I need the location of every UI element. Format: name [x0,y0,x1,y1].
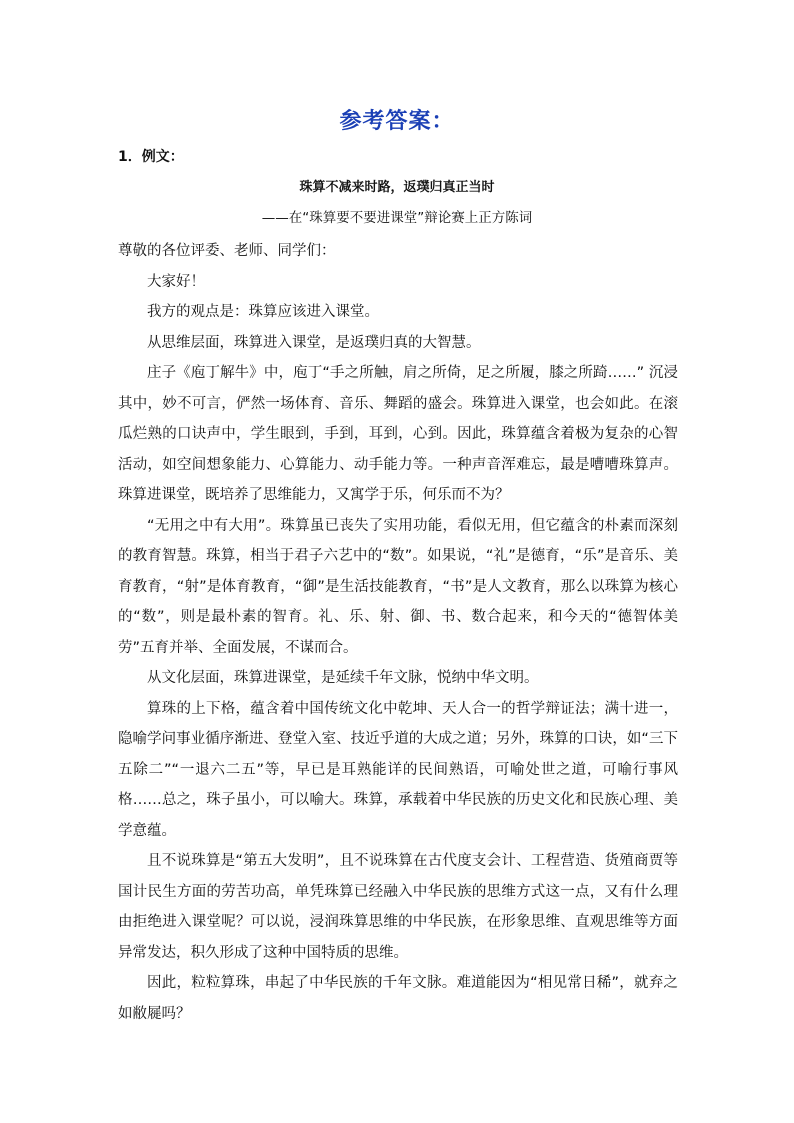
paragraph: 算珠的上下格，蕴含着中国传统文化中乾坤、天人合一的哲学辩证法；满十进一，隐喻学问事业循序渐进、登堂入室、技近乎道的大成之道；另外，珠算的口诀，如“三下五除二”“一退六二五”等，早已是耳熟能详的民间熟语，可喻处世之道，可喻行事风格……总之，珠子虽小，可以喻大。珠算，承载着中华民族的历史文化和民族心理、美学意蕴。 [118,700,678,839]
paragraph: “无用之中有大用”。珠算虽已丧失了实用功能，看似无用，但它蕴含的朴素而深刻的教育智慧。珠算，相当于君子六艺中的“数”。如果说，“礼”是德育，“乐”是音乐、美育教育，“射”是体育教育，“御”是生活技能教育，“书”是人文教育，那么以珠算为核心的“数”，则是最朴素的智育。礼、乐、射、御、书、数合起来，和今天的“德智体美劳”五育并举、全面发展，不谋而合。 [118,517,678,656]
essay-body [118,236,678,1029]
paragraph: 因此，粒粒算珠，串起了中华民族的千年文脉。难道能因为“相见常日稀”，就弃之如敝屣吗？ [118,975,678,1022]
essay-subtitle: ——在“珠算要不要进课堂”辩论赛上正方陈词 [261,210,533,226]
paragraph: 且不说珠算是“第五大发明”，且不说珠算在古代度支会计、工程营造、货殖商贾等国计民生方面的劳苦功高，单凭珠算已经融入中华民族的思维方式这一点，又有什么理由拒绝进入课堂呢？可以说，浸润珠算思维的中华民族，在形象思维、直观思维等方面异常发达，积久形成了这种中国特质的思维。 [118,853,678,961]
paragraph: 庄子《庖丁解牛》中，庖丁“手之所触，肩之所倚，足之所履，膝之所踦……” 沉浸其中，妙不可言，俨然一场体育、音乐、舞蹈的盛会。珠算进入课堂，也会如此。在滚瓜烂熟的口诀声中，学生眼到，手到，耳到，心到。因此，珠算蕴含着极为复杂的心智活动，如空间想象能力、心算能力、动手能力等。一种声音浑难忘，最是嘈嘈珠算声。珠算进课堂，既培养了思维能力，又寓学于乐，何乐而不为？ [118,365,678,503]
paragraph: 大家好！ [147,273,205,290]
paragraph: 从思维层面，珠算进入课堂，是返璞归真的大智慧。 [147,334,481,351]
page-title: 参考答案： [339,109,455,134]
question-number: 1．例文： [118,149,184,165]
greeting: 尊敬的各位评委、老师、同学们： [118,243,336,259]
essay-title: 珠算不减来时路，返璞归真正当时 [299,180,495,195]
paragraph: 从文化层面，珠算进课堂，是延续千年文脉，悦纳中华文明。 [147,670,539,686]
paragraph: 我方的观点是：珠算应该进入课堂。 [147,304,379,320]
